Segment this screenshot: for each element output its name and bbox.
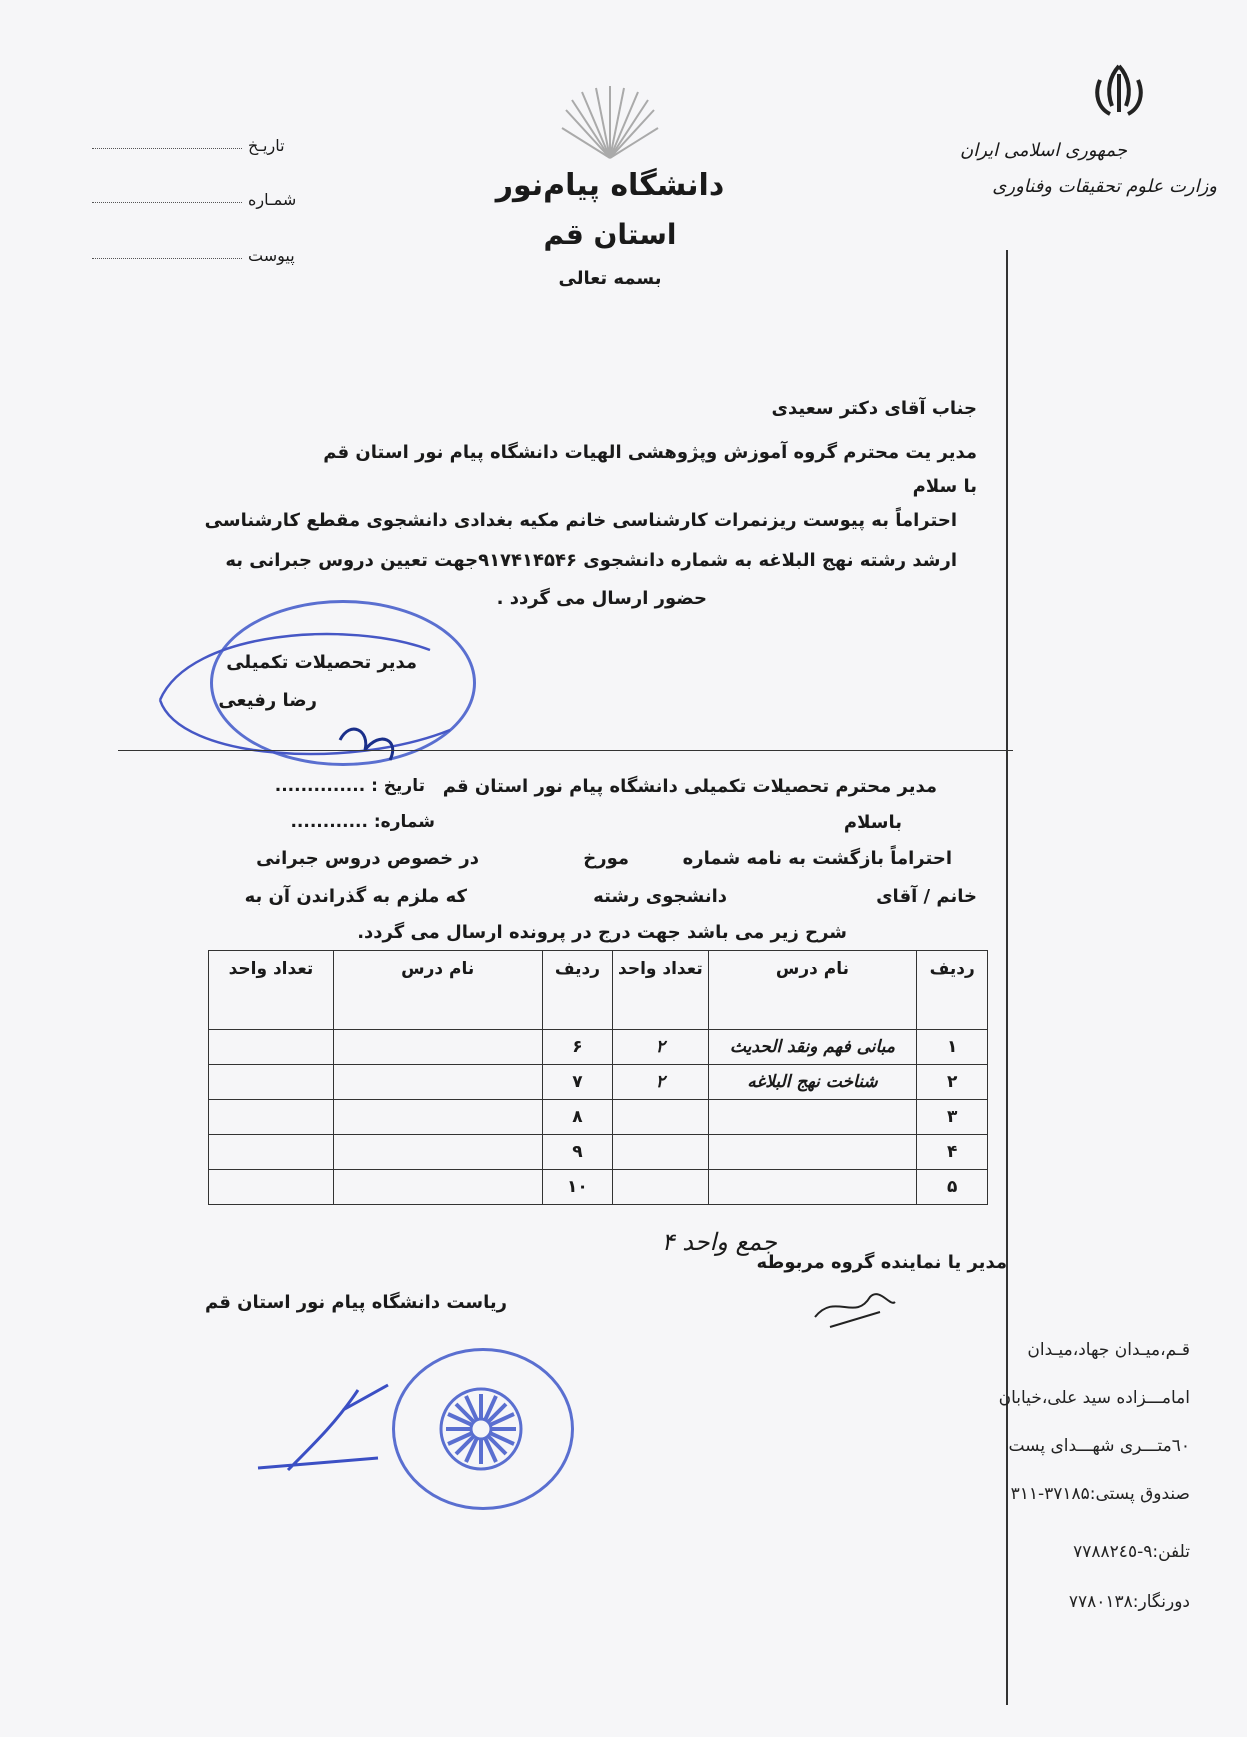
col-header-course1: نام درس — [708, 951, 917, 1030]
fax-number: دورنگار:۷۷۸۰۱۳۸ — [1068, 1592, 1190, 1612]
letter1-position: مدیر یت محترم گروه آموزش وپژوهشی الهیات دانشگاه پیام نور استان قم — [323, 442, 977, 463]
number-field: شمـاره — [92, 190, 296, 209]
postal-box: صندوق پستی:۳۷۱۸۵-۳۱۱ — [1010, 1484, 1190, 1504]
letter1-body-line3: حضور ارسال می گردد . — [496, 588, 707, 609]
vertical-rule — [1006, 250, 1008, 1705]
table-header-row — [209, 951, 988, 1030]
letter2-number: شماره: ............ — [290, 812, 435, 832]
letter1-body-line1: احتراماً به پیوست ریزنمرات کارشناسی خانم مکیه بغدادی دانشجوی مقطع کارشناسی — [204, 510, 957, 531]
letter2-line2a: خانم / آقای — [876, 886, 977, 907]
section-divider — [118, 750, 1013, 751]
letter1-addressee: جناب آقای دکتر سعیدی — [771, 398, 977, 419]
address-line3: ٦۰متـــری شهـــدای پست — [1008, 1436, 1190, 1456]
letter1-greeting: با سلام — [912, 476, 977, 497]
republic-line1: جمهوری اسلامی ایران — [960, 140, 1127, 161]
iran-emblem-icon — [1088, 60, 1150, 122]
letter2-line2c: که ملزم به گذراندن آن به — [244, 886, 467, 907]
letter2-line1a: احتراماً بازگشت به نامه شماره — [682, 848, 952, 869]
table-row: ۳ ۸ — [209, 1100, 988, 1135]
letter2-line2b: دانشجوی رشته — [593, 886, 727, 907]
group-signature-icon — [810, 1282, 900, 1332]
letter1-signer-title: مدیر تحصیلات تکمیلی — [226, 652, 417, 673]
signature-scribble-icon — [150, 610, 470, 780]
province-name: استان قم — [543, 218, 677, 251]
letter2-date: تاریخ : .............. — [274, 776, 425, 796]
address-line1: قـم،میـدان جهاد،میـدان — [1027, 1340, 1190, 1360]
university-name: دانشگاه پیام‌نور — [495, 168, 725, 203]
group-representative: مدیر یا نماینده گروه مربوطه — [756, 1252, 1007, 1273]
handwritten-total: جمع واحد ۴ — [661, 1228, 777, 1256]
col-header-row2: ردیف — [542, 951, 613, 1030]
invocation: بسمه تعالی — [558, 268, 662, 289]
letter1-signer-name: رضا رفیعی — [218, 690, 317, 711]
presidency-signature: ریاست دانشگاه پیام نور استان قم — [204, 1292, 507, 1313]
letter2-line1b: مورخ — [583, 848, 629, 869]
letter2-line1c: در خصوص دروس جبرانی — [256, 848, 479, 869]
col-header-units1: تعداد واحد — [613, 951, 708, 1030]
table-row: ۱ مبانی فهم ونقد الحدیث ۲ ۶ — [209, 1030, 988, 1065]
table-row: ۵ ۱۰ — [209, 1170, 988, 1205]
payame-noor-logo-icon — [560, 80, 660, 160]
phone-number: تلفن:۹-۷۷۸۸۲٤٥ — [1073, 1542, 1190, 1562]
letter2-addressee: مدیر محترم تحصیلات تکمیلی دانشگاه پیام نور استان قم — [442, 776, 937, 797]
col-header-units2: تعداد واحد — [209, 951, 334, 1030]
table-row: ۴ ۹ — [209, 1135, 988, 1170]
date-field: تاریـخ — [92, 136, 285, 155]
letter2-line3: شرح زیر می باشد جهت درج در پرونده ارسال می گردد. — [357, 922, 847, 943]
col-header-row1: ردیف — [917, 951, 988, 1030]
compensatory-courses-table — [208, 950, 988, 1205]
letter2-greeting: باسلام — [843, 812, 902, 833]
table-row: ۲ شناخت نهج البلاغه ۲ ۷ — [209, 1065, 988, 1100]
attachment-field: پیوست — [92, 246, 295, 265]
republic-line2: وزارت علوم تحقیقات وفناوری — [992, 176, 1217, 197]
presidency-signature-icon — [248, 1380, 398, 1480]
col-header-course2: نام درس — [333, 951, 542, 1030]
letter1-body-line2: ارشد رشته نهج البلاغه به شماره دانشجوی ۹۱۷۴۱۴۵۴۶جهت تعیین دروس جبرانی به — [225, 550, 957, 571]
address-line2: امامـــزاده سید علی،خیابان — [998, 1388, 1190, 1408]
seal-center-icon — [436, 1384, 526, 1474]
